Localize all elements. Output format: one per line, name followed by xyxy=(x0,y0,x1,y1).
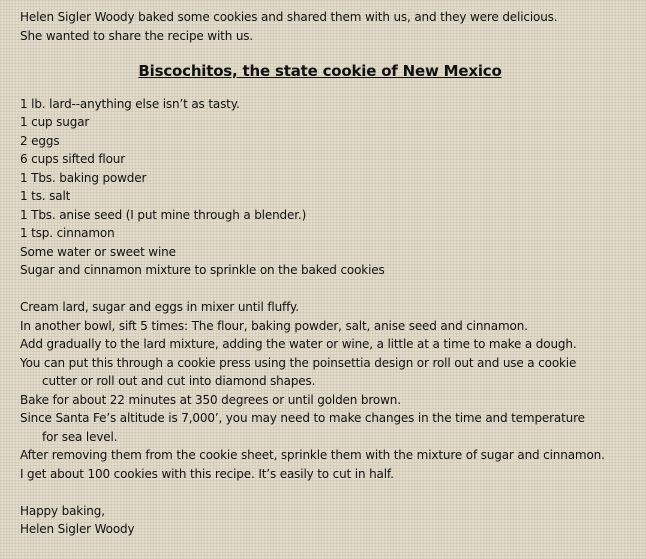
paragraph-gap xyxy=(20,483,642,502)
ingredient-item: 1 tsp. cinnamon xyxy=(20,226,115,240)
instruction-step-multiline xyxy=(20,409,642,446)
ingredient-item: 1 Tbs. anise seed (I put mine through a blender.) xyxy=(20,207,307,222)
instructions-list xyxy=(20,298,642,483)
ingredients-list xyxy=(20,95,642,280)
ingredient-item: 6 cups sifted flour xyxy=(20,152,126,166)
paragraph-gap xyxy=(20,280,642,299)
instruction-continuation: cutter or roll out and cut into diamond shapes. xyxy=(42,374,316,388)
ingredient-item: 1 ts. salt xyxy=(20,189,71,203)
closing-signature xyxy=(20,502,642,539)
intro-line: Helen Sigler Woody baked some cookies and shared them with us, and they were delicious. xyxy=(20,10,558,24)
ingredient-item: Sugar and cinnamon mixture to sprinkle on the baked cookies xyxy=(20,263,385,277)
instruction-step: Add gradually to the lard mixture, adding the water or wine, a little at a time to make a dough. xyxy=(20,337,577,351)
instruction-step: In another bowl, sift 5 times: The flour, baking powder, salt, anise seed and cinnamon. xyxy=(20,318,528,333)
ingredient-item: Some water or sweet wine xyxy=(20,244,176,259)
title-row xyxy=(20,62,642,82)
intro-line: She wanted to share the recipe with us. xyxy=(20,28,254,43)
author-name: Helen Sigler Woody xyxy=(20,522,135,536)
ingredient-item: 2 eggs xyxy=(20,133,60,148)
recipe-title: Biscochitos, the state cookie of New Mexico xyxy=(138,62,502,80)
instruction-step: I get about 100 cookies with this recipe. It’s easily to cut in half. xyxy=(20,466,394,481)
instruction-step: After removing them from the cookie sheet, sprinkle them with the mixture of sugar and cinnamon. xyxy=(20,448,605,462)
instruction-step: Cream lard, sugar and eggs in mixer until fluffy. xyxy=(20,300,299,314)
recipe-document xyxy=(20,8,642,539)
intro-paragraph xyxy=(20,8,642,45)
instruction-step: Since Santa Fe’s altitude is 7,000’, you may need to make changes in the time and temperature xyxy=(20,411,585,425)
ingredient-item: 1 cup sugar xyxy=(20,115,90,129)
ingredient-item: 1 Tbs. baking powder xyxy=(20,170,147,185)
instruction-step-multiline xyxy=(20,354,642,391)
instruction-step: Bake for about 22 minutes at 350 degrees or until golden brown. xyxy=(20,392,401,407)
instruction-step: You can put this through a cookie press using the poinsettia design or roll out and use a cookie xyxy=(20,355,577,370)
ingredient-item: 1 lb. lard--anything else isn’t as tasty. xyxy=(20,96,240,111)
instruction-continuation: for sea level. xyxy=(42,429,118,444)
closing-greeting: Happy baking, xyxy=(20,503,105,518)
